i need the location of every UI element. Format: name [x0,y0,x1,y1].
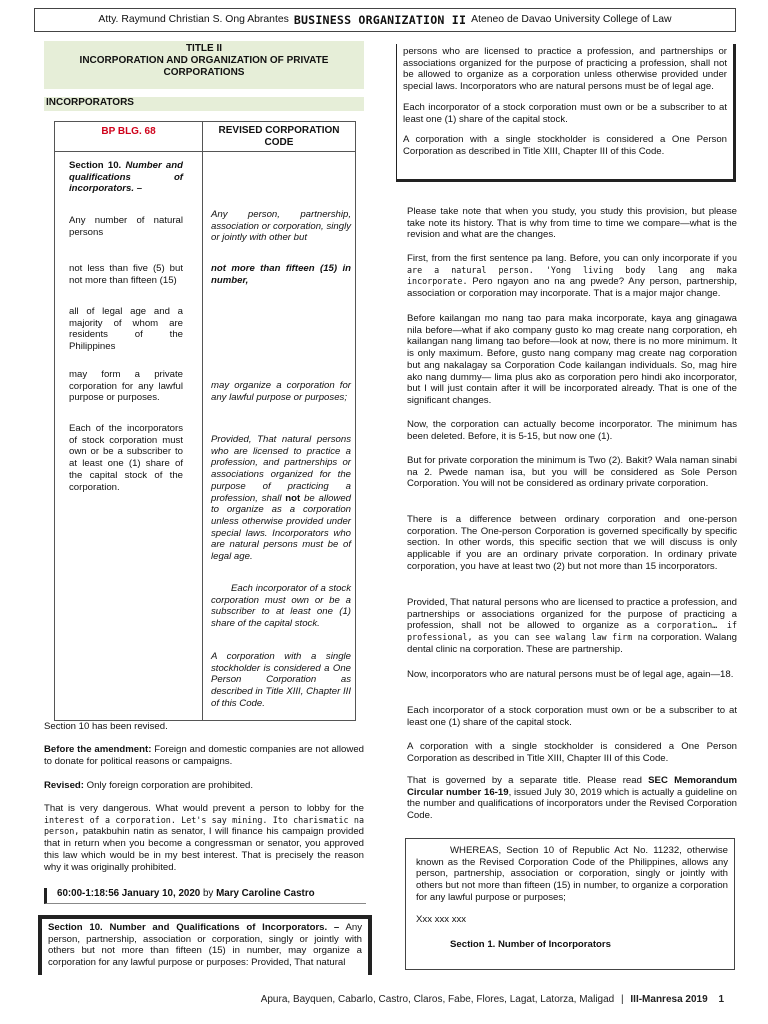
timestamp-name: Mary Caroline Castro [216,888,315,899]
quote-paragraph: persons who are licensed to practice a profession, and partnerships or associations organized for the purpose of practicing a profession, shall not be allowed to organize as a corporation unless otherwise provided under special laws. Incorporators who are natural persons must be of legal age. [403,46,727,93]
section-10-label: Section 10. [69,160,122,171]
revised-label: Revised: [44,780,84,791]
page-footer [240,994,724,1006]
body-text: First, from the first sentence pa lang. Before, you can only incorporate if [407,253,719,264]
memo-circular-box [405,838,735,970]
quote-paragraph: Each incorporator of a stock corporation must own or be a subscriber to at least one (1) share of the capital stock. [403,101,727,125]
body-paragraph: Please take note that when you study, you study this provision, but please take note its history. That is why from time to time we compare—what is the revision and what are the changes. [407,206,737,241]
before-amendment-paragraph [44,744,364,767]
title-line-2: INCORPORATION AND ORGANIZATION OF PRIVATE [79,55,329,66]
body-paragraph: But for private corporation the minimum is Two (2). Bakit? Wala naman sinabi na 2. Pwede naman isa, but you will be considered as Sole Person Corporation. You will not be considered as ordinary private corporation. [407,455,737,490]
quote-paragraph: A corporation with a single stockholder is considered a One Person Corporation as described in Title XIII, Chapter III of this Code. [403,134,727,157]
table-header-rcc: REVISED CORPORATION CODE [218,125,340,148]
body-text: That is governed by a separate title. Please read [407,775,642,786]
body-paragraph: A corporation with a single stockholder is considered a One Person Corporation as described in Title XIII, Chapter III of this Code. [407,741,737,764]
header-school: Ateneo de Davao University College of Law [471,13,672,25]
comparison-table [54,121,356,721]
title-line-3: CORPORATIONS [163,67,245,78]
section-10-box-label: Section 10. Number and Qualifications of Incorporators. – [48,922,340,933]
body-text: corporation. Walang dental clinic na corporation. These are partnership. [407,632,737,655]
table-divider-horizontal [55,151,355,152]
body-paragraph: Now, the corporation can actually become incorporator. The minimum has been deleted. Before, it is 5-15, but now one (1). [407,419,737,442]
section-10-quote-box [38,915,372,975]
revised-paragraph [44,780,364,792]
table-right-cell: Each incorporator of a stock corporation must own or be a subscriber to at least one (1) share of the capital stock. [211,583,351,630]
table-right-cell: may organize a corporation for any lawful purpose or purposes; [211,380,351,403]
header-course: BUSINESS ORGANIZATION II [293,12,467,27]
provided-not: not [285,492,301,504]
table-left-cell: may form a private corporation for any lawful purpose or purposes. [69,369,183,404]
provided-text-a: Provided, That natural persons who are licensed to practice a profession, and partnerships or associations organized for the purpose of practicing a profession, shall [211,434,351,504]
section-10-heading [69,160,183,195]
footer-batch: III-Manresa 2019 [630,994,708,1005]
provided-text-b: be allowed to organize as a corporation unless otherwise provided under special laws. Incorporators who are natural persons must be of legal age. [211,492,352,563]
table-right-cell-provided [211,434,351,563]
footer-separator: | [621,994,624,1005]
table-right-cell: not more than fifteen (15) in number, [211,263,351,286]
footer-names: Apura, Bayquen, Cabarlo, Castro, Claros, Fabe, Flores, Lagat, Latorza, Maligad [260,994,615,1005]
body-text-mono: you are a natural person. 'Yong living body lang ang maka incorporate. [407,253,738,287]
body-text: Pero ngayon ano na ang pwede? Any person, partnership, association or corporation may incorporate. That is a major major change. [407,276,737,300]
before-text: Foreign and domestic companies are not allowed to donate for political reasons or campaigns. [44,744,364,767]
table-left-cell: Each of the incorporators of stock corporation must own or be a subscriber to at least one (1) share of the capital stock of the corporation. [69,423,183,493]
section-1-heading: Section 1. Number of Incorporators [450,939,611,951]
revised-note: Section 10 has been revised. [44,721,168,732]
danger-text-b: patakbuhin natin as senator, I will finance his campaign provided that in return when you become a congressman or senator, you approved this law which would be in my best interest. That is precisely the reason why it was originally prohibited. [44,826,364,873]
body-paragraph [407,597,737,656]
body-paragraph: Before kailangan mo nang tao para maka incorporate, kaya ang ginagawa nila before—what if ako company gusto ko mag create nang corporation, eh kailangan nang limang tao before—look at now, there is no more minimum. It is only maximum. Before, gusto nang company mag create nag corporation but ang nakalagay sa Corporation Code kailangan individuals. So, mag hire ako nang dummy— lima plus ako as corporation pero hindi ako incorporator, but I will just contain after it will be incorporated already. That is one of the significant changes. [407,313,737,406]
title-box [44,41,364,89]
danger-text-a: That is very dangerous. What would prevent a person to lobby for the [44,803,364,814]
provision-quote-box [396,44,736,182]
title-line-1: TITLE II [185,43,223,54]
section-10-title: Number and qualifications of incorporators. – [69,160,183,195]
table-header-bp68: BP BLG. 68 [101,126,156,137]
timestamp-by: by [202,888,214,899]
recording-timestamp [44,888,366,904]
body-paragraph [407,775,737,822]
header-author: Atty. Raymund Christian S. Ong Abrantes [98,13,289,25]
table-right-cell: A corporation with a single stockholder is considered a One Person Corporation as described in Title XIII, Chapter III of this Code. [211,651,351,709]
body-paragraph: Each incorporator of a stock corporation must own or be a subscriber to at least one (1) share of the capital stock. [407,705,737,728]
body-text-mono: corporation… if professional, as you can see walang law firm na [407,620,737,643]
body-text: , issued July 30, 2019 which is actually a guideline on the number and qualifications of incorporators under the Revised Corporation Code. [407,786,737,822]
table-right-cell: Any person, partnership, association or corporation, singly or jointly with other but [211,209,351,244]
body-paragraph [407,253,737,300]
incorporators-heading: INCORPORATORS [44,97,364,111]
page-header [34,8,736,32]
table-left-cell: all of legal age and a majority of whom are residents of the Philippines [69,306,183,353]
body-paragraph: There is a difference between ordinary corporation and one-person corporation. The One-person Corporation is governed specifically by specific section. In other words, this specific section that we will discuss is only applicable if you are an ordinary private corporation. In ordinary private corporation, you have at least two (2) but not more than 15 incorporators. [407,514,737,572]
page-number: 1 [718,994,724,1005]
whereas-text: WHEREAS, Section 10 of Republic Act No. 11232, otherwise known as the Revised Corporation Code of the Philippines, allows any person, partnership, association or corporation, singly or jointly with others but not more than fifteen (15) in number, to organize a corporation for any lawful purpose or purposes; [416,845,728,903]
table-left-cell: not less than five (5) but not more than fifteen (15) [69,263,183,286]
section-10-box-text: Any person, partnership, association or corporation, singly or jointly with others but not more than fifteen (15) in number, may organize a corporation for any lawful purpose or purposes: Provided, That natural [48,922,362,969]
omitted-text: Xxx xxx xxx [416,913,467,925]
body-paragraph: Now, incorporators who are natural persons must be of legal age, again—18. [407,669,734,680]
before-label: Before the amendment: [44,744,152,755]
danger-paragraph [44,803,364,873]
body-text: Provided, That natural persons who are licensed to practice a profession, and partnerships or associations organized for the purpose of practicing a profession, shall not be allowed to organize as a [407,597,737,632]
timestamp-time: 60:00-1:18:56 January 10, 2020 [57,888,201,899]
revised-text: Only foreign corporation are prohibited. [86,780,254,791]
sec-memo-reference: SEC Memorandum Circular number 16-19 [407,775,737,798]
danger-text-mono: interest of a corporation. Let's say mining. Ito charismatic na person, [44,814,364,837]
table-left-cell: Any number of natural persons [69,215,183,238]
table-divider-vertical [202,122,203,720]
